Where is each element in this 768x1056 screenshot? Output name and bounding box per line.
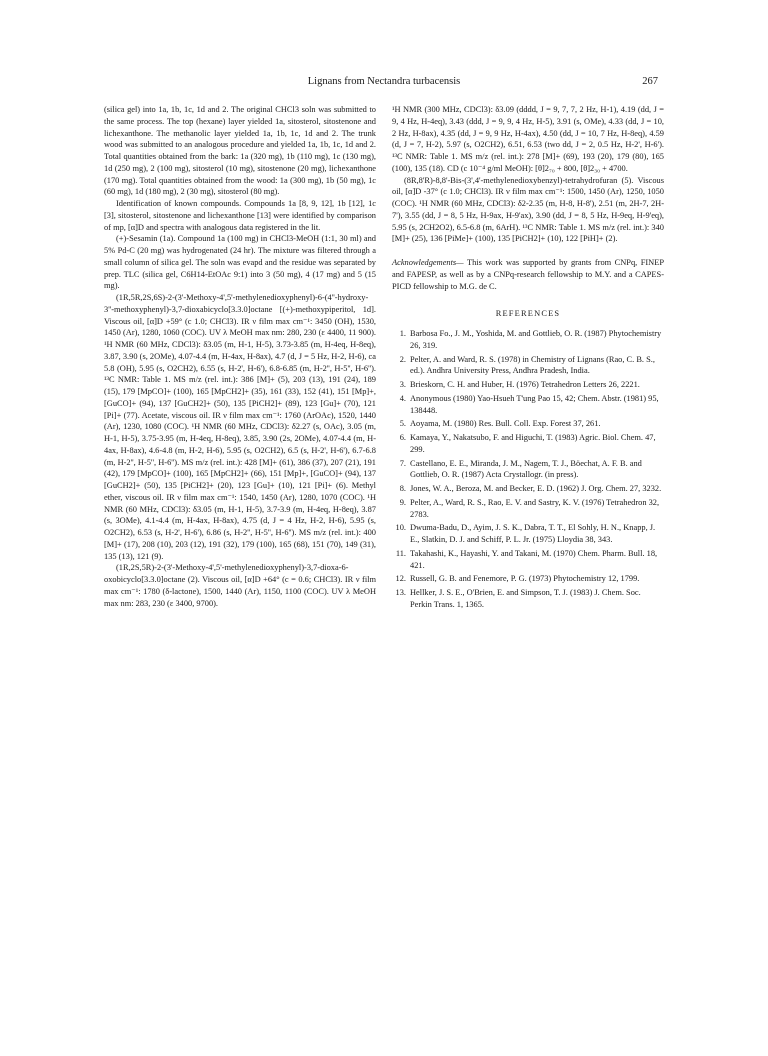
reference-item: [392, 458, 664, 482]
section-gap: [392, 245, 664, 257]
reference-number: 1.: [399, 329, 406, 338]
acknowledgements: [392, 257, 664, 292]
reference-number: 8.: [399, 484, 406, 493]
reference-item: [392, 432, 664, 456]
page-number: 267: [642, 76, 658, 87]
acknowledgements-text: This work was supported by grants from CNPq, FINEP and FAPESP, as well as by a CNPq-research fellowship to M.Y. and a CAPES-PICD fellowship to M.G. de C.: [392, 258, 664, 291]
reference-item: [392, 548, 664, 572]
reference-text: Russell, G. B. and Fenemore, P. G. (1973) Phytochemistry 12, 1799.: [410, 574, 640, 584]
reference-number: 6.: [399, 433, 406, 442]
reference-number: 10.: [395, 523, 406, 533]
reference-item: [392, 379, 664, 391]
reference-number: 5.: [399, 419, 406, 429]
reference-text: Dwuma-Badu, D., Ayim, J. S. K., Dabra, T. T., El Sohly, H. N., Knapp, J. E., Slatkin, D. J. and Schiff, P. L. Jr. (1975) Lloydia 38, 343.: [410, 523, 656, 544]
reference-text: Castellano, E. E., Miranda, J. M., Nagem, T. J., Böechat, A. F. B. and Gottlieb, O. R. (1987) Acta Crystallogr. (in press).: [410, 458, 642, 480]
reference-text: Brieskorn, C. H. and Huber, H. (1976) Tetrahedron Letters 26, 2221.: [410, 380, 640, 389]
reference-item: [392, 587, 664, 611]
reference-text: Pelter, A. and Ward, R. S. (1978) in Chemistry of Lignans (Rao, C. B. S., ed.). Andhra University Press, Andhra Pradesh, India.: [410, 354, 655, 376]
reference-item: [392, 418, 664, 430]
left-column: [104, 104, 376, 609]
reference-text: Takahashi, K., Hayashi, Y. and Takani, M. (1970) Chem. Pharm. Bull. 18, 421.: [410, 548, 658, 570]
reference-item: [392, 483, 664, 495]
running-title: Lignans from Nectandra turbacensis: [307, 76, 461, 87]
paragraph-compound-5: (8R,8'R)-8,8'-Bis-(3',4'-methylenedioxybenzyl)-tetrahydrofuran (5). Viscous oil, [α]D -37° (c 1.0; CHCl3). IR ν film max cm⁻¹: 1500, 1450 (Ar), 1250, 1050 (COC). ¹H NMR (60 MHz, CDCl3): δ2-2.35 (m, H-8, H-8'), 2.51 (m, 2H-7, 2H-7'), 3.55 (dd, J = 8, 5 Hz, H-9ax, H-9'ax), 3.90 (dd, J = 8, 5 Hz, H-9eq, H-9'eq), 5.95 (s, 2CH2O2), 6.5-6.8 (m, 6ArH). ¹³C NMR: Table 1. MS m/z (rel. int.): 340 [M]+ (25), 136 [PiMe]+ (100), 135 [PiCH2]+ (10), 122 [PiH]+ (2).: [392, 175, 664, 244]
reference-number: 12.: [395, 574, 406, 584]
paragraph-compound-2: (1R,2S,5R)-2-(3'-Methoxy-4',5'-methylenedioxyphenyl)-3,7-dioxa-6-oxobicyclo[3.3.0]octane (2). Viscous oil, [α]D +64° (c = 0.6; CHCl3). IR ν film max cm⁻¹: 1780 (δ-lactone), 1500, 1440 (Ar), 1150, 1100 (COC). UV λ MeOH max nm: 283, 230 (ε 3400, 9700).: [104, 563, 376, 608]
reference-number: 9.: [399, 497, 406, 507]
reference-item: [392, 328, 664, 352]
reference-number: 13.: [395, 588, 406, 597]
reference-text: Kamaya, Y., Nakatsubo, F. and Higuchi, T. (1983) Agric. Biol. Chem. 47, 299.: [410, 433, 656, 454]
section-gap: [392, 292, 664, 304]
reference-number: 3.: [399, 380, 406, 389]
paragraph-sesamin: (+)-Sesamin (1a). Compound 1a (100 mg) in CHCl3-MeOH (1:1, 30 ml) and 5% Pd-C (20 mg) was hydrogenated (24 hr). The mixture was filtered through a small column of silica gel. The soln was evapd and the residue was separated by prep. TLC (silica gel, C6H14-EtOAc 9:1) into 3 (50 mg), 4 (17 mg) and 5 (15 mg).: [104, 234, 376, 291]
reference-text: Aoyama, M. (1980) Res. Bull. Coll. Exp. Forest 37, 261.: [410, 419, 601, 429]
reference-number: 7.: [399, 458, 406, 468]
paragraph-identification: Identification of known compounds. Compounds 1a [8, 9, 12], 1b [12], 1c [3], sitosterol, sitostenone and lichexanthone [13] were identified by comparison of mp, [α]D and spectra with analogous data registered in the lit.: [104, 199, 376, 232]
reference-text: Barbosa Fo., J. M., Yoshida, M. and Gottlieb, O. R. (1987) Phytochemistry 26, 319.: [410, 329, 662, 350]
reference-item: [392, 573, 664, 585]
reference-item: [392, 354, 664, 378]
reference-list: [392, 328, 664, 611]
paragraph-isolation: (silica gel) into 1a, 1b, 1c, 1d and 2. The original CHCl3 soln was submitted to the same process. The top (hexane) layer yielded 1a, sitosterol, sitostenone and lichexanthone. The methanolic layer yielded 1a, 1b, 1c, 1d and 2. The trunk wood was submitted to an analogous procedure and yielded 1a, 1b, 1c, 1d and 2. Total quantities obtained from the bark: 1a (320 mg), 1b (110 mg), 1c (130 mg), 1d (250 mg), 2 (100 mg), sitosterol (10 mg), sitostenone (20 mg), lichexanthone (170 mg). Total quantities obtained from the wood: 1a (300 mg), 1b (50 mg), 1c (60 mg), 1d (180 mg), 2 (30 mg), sitosterol (80 mg).: [104, 105, 376, 197]
reference-item: [392, 393, 664, 417]
reference-item: [392, 497, 664, 521]
reference-item: [392, 522, 664, 546]
reference-number: 11.: [395, 548, 406, 558]
paragraph-compound-2-nmr: ¹H NMR (300 MHz, CDCl3): δ3.09 (dddd, J = 9, 7, 7, 2 Hz, H-1), 4.19 (dd, J = 9, 4 Hz, H-4eq), 3.43 (ddd, J = 9, 9, 4 Hz, H-5), 3.91 (s, OMe), 4.33 (dd, J = 10, 2 Hz, H-8ax), 4.35 (dd, J = 9, 9 Hz, H-4ax), 4.50 (dd, J = 10, 7 Hz, H-8eq), 4.59 (d, J = 7, H-2), 5.97 (s, O2CH2), 6.51, 6.53 (two dd, J = 2, 0.5 Hz, H-2', H-6'). ¹³C NMR: Table 1. MS m/z (rel. int.): 278 [M]+ (69), 193 (20), 179 (80), 165 (100), 135 (18). CD (c 10⁻⁴ g/ml MeOH): [θ]2₇₀ + 800, [θ]2₃₀ + 4700.: [392, 105, 664, 173]
reference-text: Anonymous (1980) Yao-Hsueh T'ung Pao 15, 42; Chem. Abstr. (1981) 95, 138448.: [410, 393, 659, 415]
reference-number: 2.: [399, 354, 406, 364]
references-heading: REFERENCES: [495, 309, 561, 319]
reference-number: 4.: [399, 393, 406, 403]
reference-text: Pelter, A., Ward, R. S., Rao, E. V. and Sastry, K. V. (1976) Tetrahedron 32, 2783.: [410, 497, 660, 519]
right-column: [392, 104, 664, 613]
reference-text: Jones, W. A., Beroza, M. and Becker, E. D. (1962) J. Org. Chem. 27, 3232.: [410, 484, 662, 493]
running-head: [0, 76, 768, 92]
acknowledgements-label: Acknowledgements—: [392, 258, 464, 267]
reference-text: Hellker, J. S. E., O'Brien, E. and Simpson, T. J. (1983) J. Chem. Soc. Perkin Trans. 1, 1365.: [410, 588, 641, 609]
paragraph-methoxypiperitol: (1R,5R,2S,6S)-2-(3'-Methoxy-4',5'-methylenedioxyphenyl)-6-(4''-hydroxy-3''-methoxyphenyl)-3,7-dioxabicyclo[3.3.0]octane [(+)-methoxypiperitol, 1d]. Viscous oil, [α]D +59° (c 1.0; CHCl3). IR ν film max cm⁻¹: 3450 (OH), 1530, 1450 (Ar), 1280, 1060 (COC). UV λ MeOH max nm: 280, 230 (ε 4400, 11 900). ¹H NMR (60 MHz, CDCl3): δ3.05 (m, H-1, H-5), 3.73-3.85 (m, H-4eq, H-8eq), 3.87, 3.90 (s, 2OMe), 4.07-4.4 (m, H-4ax, H-8ax), 4.7 (d, J = 5 Hz, H-2, H-6), ca 5.8 (OH), 5.95 (s, O2CH2), 6.55 (s, H-2', H-6'), 6.8-6.85 (m, H-2'', H-5'', H-6''). ¹³C NMR: Table 1. MS m/z (rel. int.): 386 [M]+ (5), 203 (13), 191 (24), 189 (15), 179 [MpCO]+ (100), 165 [MpCH2]+ (35), 161 (33), 152 (41), 151 [Mp]+, [GuCO]+ (94), 137 [GuCH2]+ (50), 135 [PiCH2]+ (89), 123 [Gu]+ (70), 121 [Pi]+ (77). Acetate, viscous oil. IR ν film max cm⁻¹: 1760 (ArOAc), 1520, 1440 (Ar), 1230, 1080 (COC). ¹H NMR (60 MHz, CDCl3): δ2.27 (s, OAc), 3.05 (m, H-1, H-5), 3.75-3.95 (m, H-4eq, H-8eq), 3.85, 3.90 (2s, 2OMe), 4.07-4.4 (m, H-4ax, H-8ax), 4.6-4.8 (m, H-2, H-6), 5.95 (s, O2CH2), 6.5 (s, H-2', H-6'), 6.7-6.8 (m, H-2'', H-5'', H-6''). MS m/z (rel. int.): 428 [M]+ (61), 386 (37), 207 (21), 191 (42), 179 [MpCO]+ (100), 165 [MpCH2]+ (66), 151 [Mp]+, [GuCO]+ (94), 137 [GuCH2]+ (50), 135 [PiCH2]+ (20), 123 [Gu]+ (10), 121 [Pi]+ (6). Methyl ether, viscous oil. IR ν film max cm⁻¹: 1540, 1450 (Ar), 1280, 1070 (COC). ¹H NMR (60 MHz, CDCl3): δ3.05 (m, H-1, H-5), 3.7-3.9 (m, H-4eq, H-8eq), 3.87 (s, 3OMe), 4.1-4.4 (m, H-4ax, H-8ax), 4.75 (d, J = 4 Hz, H-2, H-6), 5.95 (s, O2CH2), 6.53 (s, H-2', H-6'), 6.86 (s, H-2'', H-5'', H-6''). MS m/z (rel. int.): 400 [M]+ (17), 208 (10), 203 (12), 191 (32), 179 (100), 165 (68), 151 (70), 149 (31), 135 (13), 121 (9).: [104, 293, 376, 561]
